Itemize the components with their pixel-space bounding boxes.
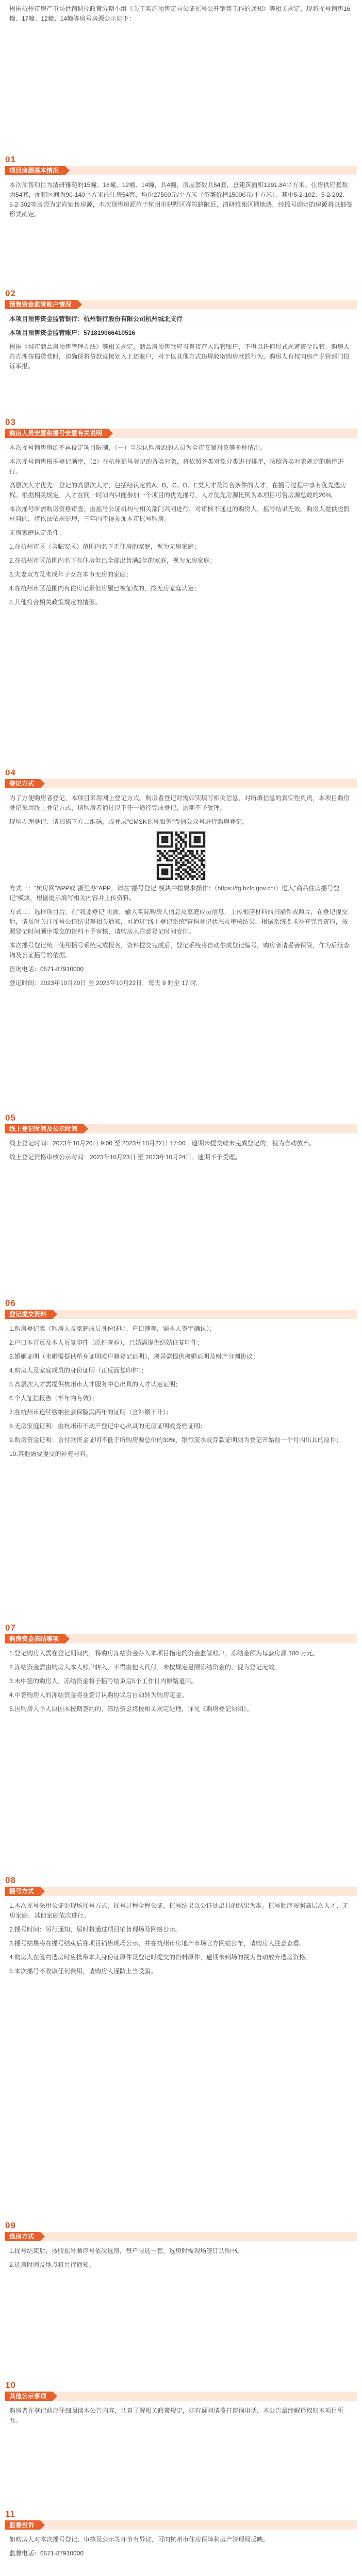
section-body — [0, 1320, 362, 1459]
section-header — [0, 1623, 362, 1645]
section-08 — [0, 1875, 362, 1980]
section-paragraph: 9.购房资金证明：首付款资金证明不低于所购房源总价的30%，银行流水或存款证明须为登记开始前一个月内出具的原件； — [9, 1436, 343, 1444]
section-paragraph: 2.户口本首页及本人页复印件（原件查验），已婚需提供结婚证复印件； — [9, 1339, 204, 1346]
section-body — [0, 176, 362, 219]
section-bar — [5, 2392, 357, 2401]
section-bar — [5, 1310, 357, 1319]
section-body — [0, 310, 362, 371]
section-paragraph: 方式一："杭房网"APP或"浙里办"APP，请在"摇号登记"模块中按要求操作：（https://fg.hzfc.gov.cn/）进入"商品住房摇号登记"模块，根据提示填写相关内容并上传资料。 — [9, 885, 340, 902]
section-body — [0, 2402, 362, 2426]
section-paragraph: 2.冻结资金需由购房人本人账户转入，不得由他人代付，未按规定足额冻结资金的，视为登记无效。 — [9, 1664, 281, 1671]
section-06 — [0, 1298, 362, 1463]
section-paragraph: 为了方便购房者登记，本项目采用网上登记方式。购房者登记时需如实填写相关信息，对所填信息的真实性负责，本项目购房登记采用线上登记方式，请购房者通过以下任一途径完成登记，逾期不予受理。 — [9, 794, 350, 811]
section-paragraph: 如购房人对本次摇号登记、审核及公示等环节有异议，可向杭州市住房保障和房产管理局反映。 — [9, 2536, 270, 2543]
section-number: 08 — [5, 1875, 16, 1885]
section-paragraph: 本项目预售资金监管账户：571819066410516 — [9, 329, 136, 336]
section-body — [0, 1134, 362, 1162]
section-header — [0, 2380, 362, 2402]
section-body — [0, 1897, 362, 1976]
section-header — [0, 2509, 362, 2531]
section-paragraph: 监督电话：0571-87910000 — [9, 2550, 84, 2557]
section-number: 04 — [5, 768, 16, 777]
section-paragraph: 1.摇号结束后，按照摇号顺序号依次选房，每户限选一套，选房时需现场签订认购书。 — [9, 2247, 244, 2255]
section-number: 07 — [5, 1623, 16, 1633]
section-body — [0, 2531, 362, 2558]
section-04 — [0, 768, 362, 992]
section-header — [0, 1875, 362, 1897]
section-paragraph: 本次预售项目为清研雅苑的15幢、16幢、12幢、14幢，共4幢，房屋套数共54套，总建筑面积1291.84平方米。住房供应套数为54套，面积区间为90-140平方米的住房54套，均价27500元/平方米（备案价格15000元/平方米），其中5-2-102、5-2-202、5-2-302等房源为定向销售房源，本次预售房源位于杭州市拱墅区祥符路附近，清研雅苑区域地块，经摇号确定的房源将以抽签形式确定。 — [9, 181, 353, 218]
qr-code-icon — [156, 831, 206, 880]
section-number: 05 — [5, 1113, 16, 1123]
section-paragraph: 购房者在登记前应仔细阅读本公告内容，认真了解相关政策规定，如有疑问请拨打咨询电话，本公告最终解释权归本项目所有。 — [9, 2407, 344, 2424]
section-paragraph: 4.中签购房人的冻结资金将在签订认购协议后自动转为购房定金。 — [9, 1691, 188, 1699]
section-07 — [0, 1623, 362, 1718]
section-header — [0, 1113, 362, 1134]
section-title: 登记方式 — [5, 779, 40, 788]
section-01 — [0, 155, 362, 224]
section-paragraph: 1.在杭州市区（含临安区）范围内名下无住房的家庭，视为无房家庭； — [9, 543, 201, 550]
section-paragraph: 3.未中签的购房人，冻结资金将于摇号结束后5个工作日内原路退回。 — [9, 1677, 198, 1685]
section-paragraph: 5.其他符合相关政策规定的情形。 — [9, 599, 102, 606]
section-number: 09 — [5, 2221, 16, 2230]
section-bar — [5, 2232, 357, 2241]
section-paragraph: 1.登记购房人需在登记期间内，将购房冻结资金存入本项目指定的资金监管账户，冻结金额为每套房源 100 万元。 — [9, 1650, 319, 1657]
section-header — [0, 1298, 362, 1320]
section-body — [0, 789, 362, 988]
section-paragraph: 登记时间：2023年10月20日 至 2023年10月22日，每天 9 时至 17 时。 — [9, 979, 203, 987]
section-number: 02 — [5, 289, 16, 298]
section-number: 06 — [5, 1298, 16, 1308]
section-number: 01 — [5, 155, 16, 164]
section-paragraph: 2.选房时间及地点将另行通知。 — [9, 2261, 95, 2268]
section-title: 其他公示事项 — [5, 2392, 53, 2401]
section-number: 03 — [5, 417, 16, 427]
section-title: 摇号方式 — [5, 1887, 40, 1896]
section-bar — [5, 2520, 357, 2530]
section-10 — [0, 2380, 362, 2430]
section-body — [0, 2242, 362, 2270]
section-03 — [0, 417, 362, 612]
section-paragraph: 5.高层次人才需提供杭州市人才服务中心出具的人才认定证明； — [9, 1381, 182, 1388]
section-paragraph: 2.摇号时间：另行通知，届时将通过项目销售现场及网络公示。 — [9, 1926, 182, 1933]
section-paragraph: 1.本次摇号采用公证处现场摇号方式，摇号过程全程公证，摇号结果以公证处出具的结果为准。摇号顺序按照高层次人才、无房家庭、其他家庭依次进行。 — [9, 1902, 349, 1919]
section-header — [0, 417, 362, 439]
section-number: 11 — [5, 2509, 15, 2519]
section-paragraph: 5.因购房人个人原因未按期签约的，冻结资金将按相关规定处理，详见《购房登记须知》。 — [9, 1705, 253, 1713]
section-paragraph: 本次摇号登记统一使用摇号系统完成报名，资料提交完成后，登记系统将自动生成登记编号，购房者请妥善保管，作为后续查询及公证摇号的依据。 — [9, 942, 350, 959]
section-title: 选房方式 — [5, 2232, 40, 2241]
section-title: 线上登记时间及公示时间 — [5, 1124, 84, 1133]
section-paragraph: 4.在杭州市区范围内有住房记录但房屋已被征收的，按无房家庭认定； — [9, 585, 201, 592]
section-title: 购房人员安置和摇号安置有关说明 — [5, 429, 108, 438]
section-header — [0, 2221, 362, 2242]
section-title: 预售资金监管账户情况 — [5, 300, 77, 309]
section-paragraph: 本项目预售资金监管银行：杭州银行股份有限公司杭州城北支行 — [9, 315, 183, 323]
section-02 — [0, 289, 362, 376]
section-paragraph: 本次摇号所需购房资格审查，由摇号公证机构与相关部门共同进行，对审核不通过的购房人，摇号结果无效。购房人提供虚假材料的，将依法依规处理，三年内不得参加本市摇号购房。 — [9, 505, 350, 522]
section-paragraph: 根据《城市商品房预售管理办法》等相关规定，商品房预售款应当直接存入监管账户，不得以任何形式规避资金监管。购房人在办理按揭贷款时，请确保将贷款直接划入上述账户，对于以其他方式违规收取购房款的行为，购房人有权向房产主管部门投诉举报。 — [9, 343, 350, 370]
section-05 — [0, 1113, 362, 1166]
section-paragraph: 本次摇号销售根据登记顺序，（2）在杭州摇号登记的各类对象，将依照各类对象分类进行排序，按照各类对象规定的顺序进行。 — [9, 458, 344, 475]
section-title: 购房资金冻结事项 — [5, 1634, 65, 1643]
section-paragraph: 咨询电话：0571-87910000 — [9, 965, 84, 973]
section-paragraph: 6.个人征信报告（半年内有效）； — [9, 1395, 98, 1402]
section-paragraph: 3.摇号结果将在摇号结束后在项目销售现场公示，并在杭州市房地产市场官方网站公布，请购房人注意查看。 — [9, 1940, 306, 1947]
section-header — [0, 289, 362, 310]
section-paragraph: 3.婚姻证明（未婚需提供单身证明或户籍登记证明），离异需提供离婚证明及财产分割协议； — [9, 1353, 259, 1360]
section-header — [0, 155, 362, 176]
section-title: 登记提交资料 — [5, 1310, 53, 1319]
section-paragraph: 线上登记资格审核公示时间：2023年10月23日 至 2023年10月24日。逾期不予受理。 — [9, 1154, 241, 1161]
section-title: 项目房源基本情况 — [5, 166, 65, 175]
section-paragraph: 高层次人才优先：登记的高层次人才，包括经认定的A、B、C、D、E类人才及符合条件的人才，在摇号过程中享有优先选房权。根据相关规定，人才在同一时间内只能参加一个项目的优先摇号，人才优先房源比例为本项目可售房源总数的20%。 — [9, 482, 347, 499]
section-paragraph: 无房家庭认定条件： — [9, 529, 65, 536]
section-header — [0, 768, 362, 789]
section-paragraph: 本次摇号销售房源不再设定项目限制，（一）当次认购房源的人员为全市安置对象等多种情况。 — [9, 444, 267, 451]
section-paragraph: 4.购房人在签约选房时应携带本人身份证原件及登记时提交的资料原件，逾期未到场的视为自动放弃选房资格。 — [9, 1954, 312, 1961]
section-paragraph: 4.购房人及家庭成员的身份证明（正反面复印件）； — [9, 1367, 148, 1374]
section-body — [0, 439, 362, 607]
section-paragraph: 10.其他需要提交的补充材料。 — [9, 1450, 92, 1458]
section-title: 监督投诉 — [5, 2520, 40, 2530]
section-09 — [0, 2221, 362, 2274]
section-paragraph: 7.在杭州市连续缴纳社会保险满两年的证明（含补缴不计）； — [9, 1409, 173, 1416]
intro-text: 根据杭州市房产市场供销调控政策分期小组《关于实施预售定向公证摇号公开销售工作的通知》等相关规定，现将摇号销售16幢、17幢、12幢、14幢等房号房源公示如下： — [9, 5, 351, 22]
section-number: 10 — [5, 2380, 16, 2390]
section-bar — [5, 779, 357, 788]
section-paragraph: 线上登记时间：2023年10月20日 9:00 至 2023年10月22日 17:00。逾期未提交或未完成登记的，视为自动放弃。 — [9, 1140, 316, 1147]
section-paragraph: 8.无房家庭证明：由杭州市不动产登记中心出具的无房证明或查档证明； — [9, 1422, 207, 1430]
section-paragraph: 方式二：选择项目后，在"我要登记"页面，输入实际购房人信息及家庭成员信息，上传相应材料的扫描件或照片，在登记提交后，请及时关注摇号公证结果等相关通知，可通过"线上登记系统"查询登记状态及审核结果，根据系统要求补充完善资料，按照登记时间顺序提交的资料不予审核，请购房人注意登记时间安排。 — [9, 908, 348, 935]
section-paragraph: 1.购房登记表（购房人及家庭成员身份证明、户口簿等，需本人签字确认）； — [9, 1325, 216, 1332]
section-bar — [5, 1887, 357, 1896]
section-paragraph: 2.在杭州市区范围内名下有住房但已全部出售满2年的家庭，视为无房家庭； — [9, 557, 216, 564]
section-paragraph: 3.夫妻双方及未成年子女在本市无房的家庭； — [9, 571, 133, 578]
section-11 — [0, 2509, 362, 2563]
section-paragraph: 现场办理登记：请扫描下方二维码，或登录"CMSK摇号服务"微信公众号进行购房登记。 — [9, 818, 249, 825]
section-paragraph: 5.本次摇号不收取任何费用，请购房人谨防上当受骗。 — [9, 1968, 157, 1975]
section-body — [0, 1645, 362, 1714]
